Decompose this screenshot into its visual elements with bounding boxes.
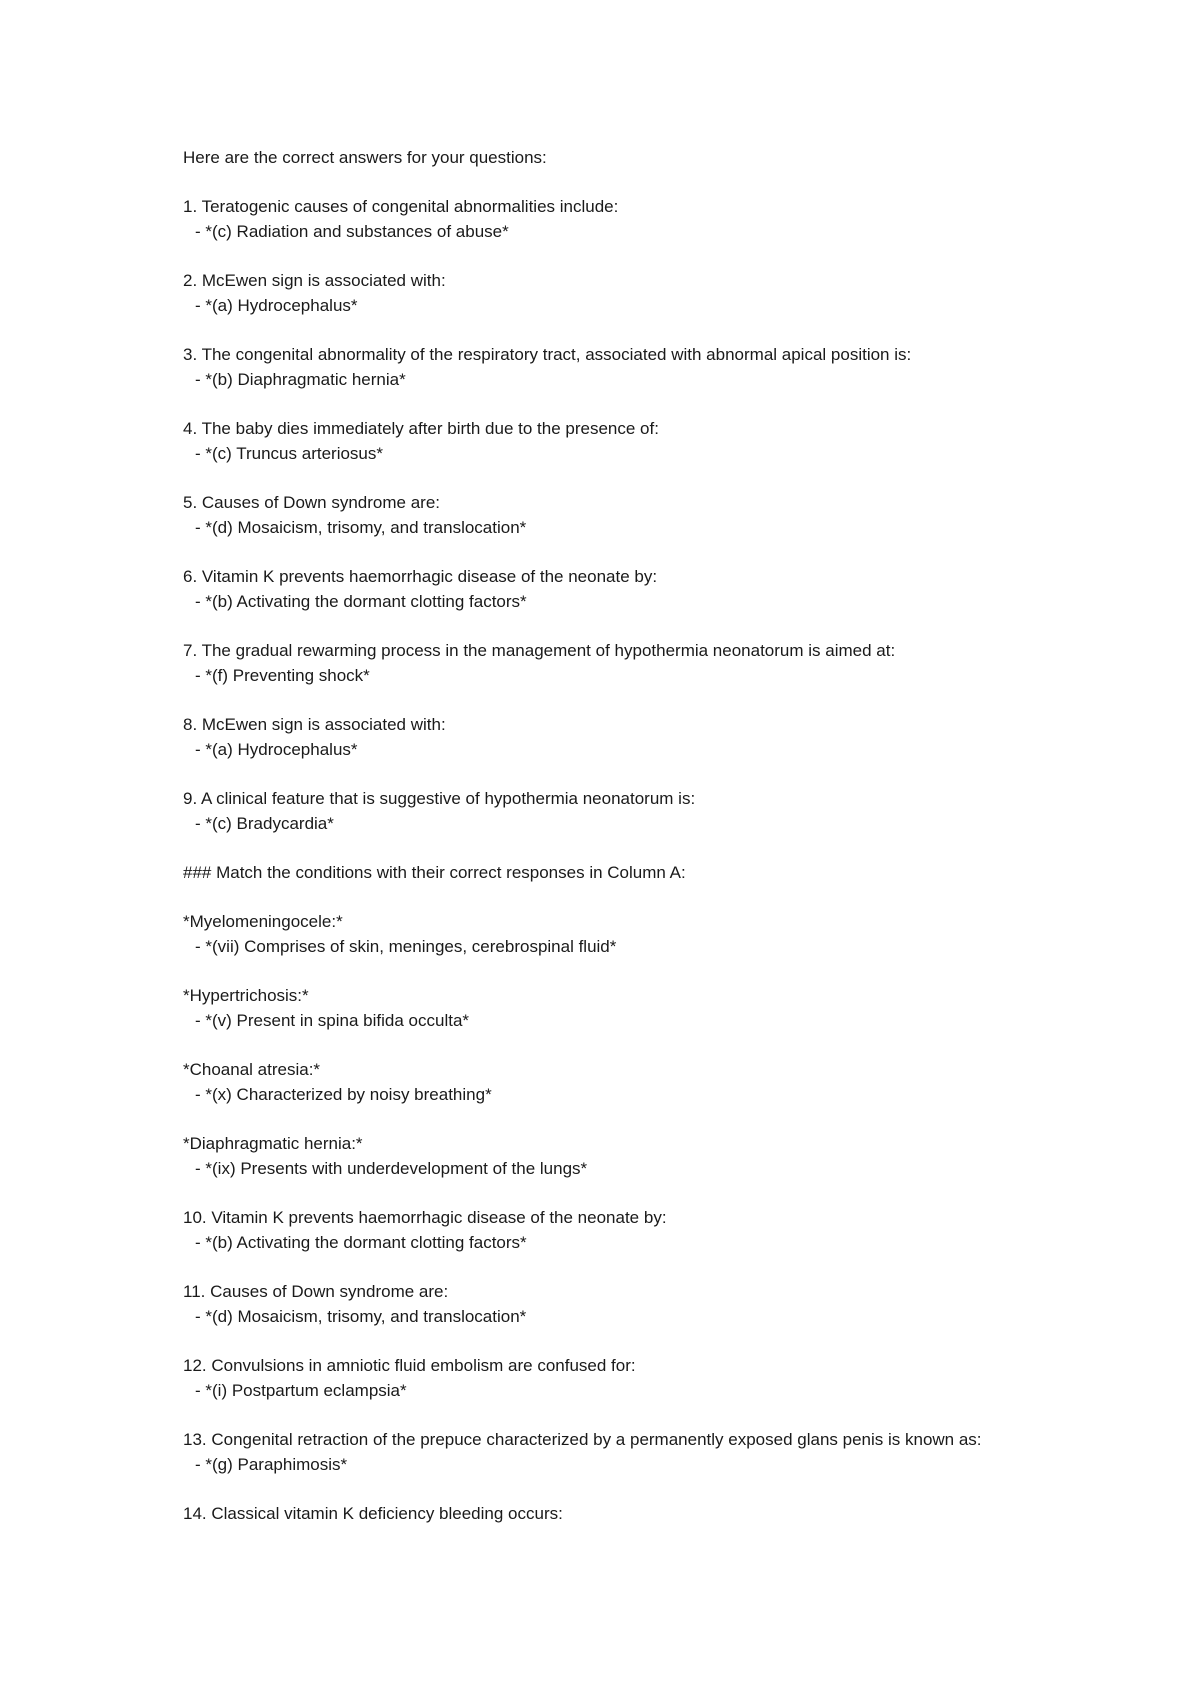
question-block (183, 712, 1023, 762)
question-block (183, 1279, 1023, 1329)
match-block (183, 1131, 1023, 1181)
question-block (183, 342, 1023, 392)
question-text: 2. McEwen sign is associated with: (183, 271, 446, 290)
answer-text: - *(g) Paraphimosis* (195, 1455, 348, 1474)
match-heading: ### Match the conditions with their correct responses in Column A: (183, 863, 686, 882)
answer-text: - *(c) Bradycardia* (195, 814, 334, 833)
question-text: 13. Congenital retraction of the prepuce characterized by a permanently exposed glans penis is known as: (183, 1430, 982, 1449)
match-condition: *Myelomeningocele:* (183, 912, 343, 931)
match-response: - *(vii) Comprises of skin, meninges, cerebrospinal fluid* (195, 937, 617, 956)
document-body (183, 145, 1023, 1526)
question-text: 7. The gradual rewarming process in the management of hypothermia neonatorum is aimed at: (183, 641, 896, 660)
answer-text: - *(b) Activating the dormant clotting factors* (195, 592, 527, 611)
answer-text: - *(b) Diaphragmatic hernia* (195, 370, 406, 389)
match-response: - *(v) Present in spina bifida occulta* (195, 1011, 470, 1030)
answer-text: - *(f) Preventing shock* (195, 666, 370, 685)
question-text: 5. Causes of Down syndrome are: (183, 493, 441, 512)
question-block (183, 1427, 1023, 1477)
question-text: 14. Classical vitamin K deficiency bleeding occurs: (183, 1504, 563, 1523)
match-block (183, 909, 1023, 959)
question-block (183, 564, 1023, 614)
question-block (183, 786, 1023, 836)
intro-text: Here are the correct answers for your questions: (183, 148, 547, 167)
question-text: 6. Vitamin K prevents haemorrhagic disease of the neonate by: (183, 567, 658, 586)
answer-text: - *(a) Hydrocephalus* (195, 740, 358, 759)
question-block (183, 416, 1023, 466)
question-block (183, 268, 1023, 318)
question-text: 3. The congenital abnormality of the respiratory tract, associated with abnormal apical position is: (183, 345, 912, 364)
answer-text: - *(i) Postpartum eclampsia* (195, 1381, 407, 1400)
match-condition: *Hypertrichosis:* (183, 986, 309, 1005)
question-text: 9. A clinical feature that is suggestive of hypothermia neonatorum is: (183, 789, 696, 808)
question-text: 4. The baby dies immediately after birth due to the presence of: (183, 419, 659, 438)
answer-text: - *(a) Hydrocephalus* (195, 296, 358, 315)
answer-text: - *(b) Activating the dormant clotting factors* (195, 1233, 527, 1252)
match-condition: *Diaphragmatic hernia:* (183, 1134, 363, 1153)
answer-text: - *(d) Mosaicism, trisomy, and translocation* (195, 1307, 527, 1326)
question-block (183, 194, 1023, 244)
match-block (183, 983, 1023, 1033)
match-condition: *Choanal atresia:* (183, 1060, 321, 1079)
question-block (183, 638, 1023, 688)
match-response: - *(x) Characterized by noisy breathing* (195, 1085, 492, 1104)
question-text: 11. Causes of Down syndrome are: (183, 1282, 449, 1301)
question-text: 1. Teratogenic causes of congenital abnormalities include: (183, 197, 619, 216)
match-block (183, 1057, 1023, 1107)
answer-text: - *(c) Radiation and substances of abuse* (195, 222, 509, 241)
answer-text: - *(d) Mosaicism, trisomy, and translocation* (195, 518, 527, 537)
answer-text: - *(c) Truncus arteriosus* (195, 444, 383, 463)
question-block (183, 490, 1023, 540)
question-text: 8. McEwen sign is associated with: (183, 715, 446, 734)
question-text: 10. Vitamin K prevents haemorrhagic disease of the neonate by: (183, 1208, 667, 1227)
question-text: 12. Convulsions in amniotic fluid embolism are confused for: (183, 1356, 636, 1375)
question-block (183, 1205, 1023, 1255)
match-response: - *(ix) Presents with underdevelopment of the lungs* (195, 1159, 588, 1178)
question-block (183, 1353, 1023, 1403)
